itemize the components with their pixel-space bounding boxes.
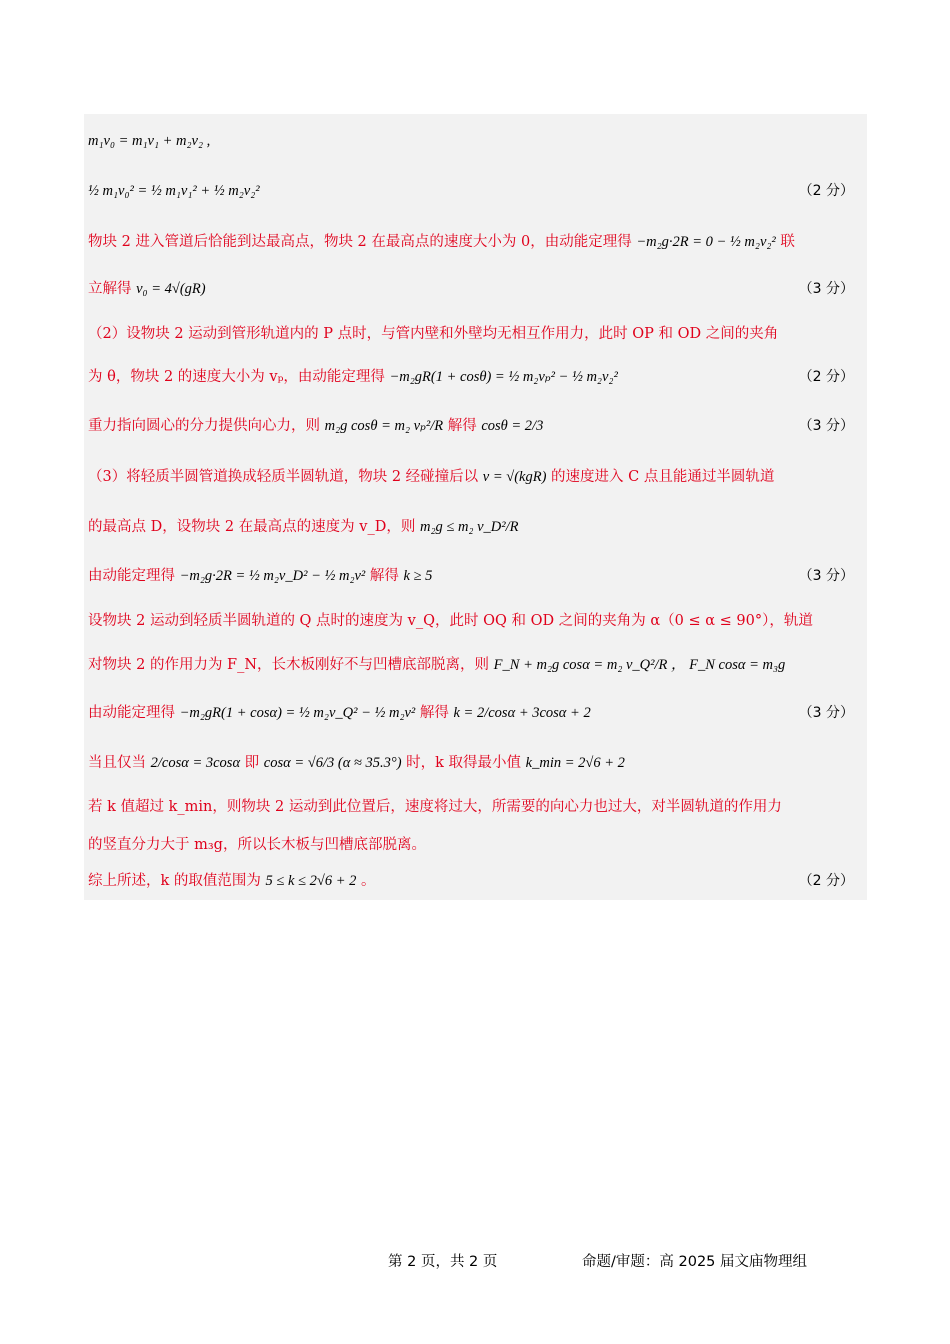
seg-formula: ½ m₁v₀² = ½ m₁v₁² + ½ m₂v₂²: [88, 183, 260, 199]
solution-line: [88, 517, 862, 537]
seg-formula: cosθ = 2/3: [481, 418, 544, 434]
seg-formula: F_N + m₂g cosα = m₂ v_Q²/R ， F_N cosα = m₃g: [493, 657, 786, 673]
seg-text: 综上所述，k 的取值范围为: [88, 873, 261, 889]
solution-line: [88, 566, 862, 586]
score-label: （3 分）: [798, 281, 854, 297]
solution-line: [88, 703, 862, 723]
seg-text: 由动能定理得: [88, 705, 175, 721]
solution-line: [88, 797, 862, 817]
solution-line: [88, 324, 862, 344]
seg-text: 联: [780, 234, 795, 250]
seg-formula: k ≥ 5: [403, 568, 433, 584]
seg-text: 对物块 2 的作用力为 F_N，长木板刚好不与凹槽底部脱离，则: [88, 657, 490, 673]
seg-formula: m₂g cosθ = m₂ vₚ²/R: [324, 418, 444, 434]
seg-formula: 2/cosα = 3cosα: [150, 755, 241, 771]
score-label: （2 分）: [798, 183, 854, 199]
score-label: （3 分）: [798, 418, 854, 434]
seg-text: 重力指向圆心的分力提供向心力，则: [88, 418, 320, 434]
solution-line: [88, 416, 862, 436]
seg-formula: v₀ = 4√(gR): [136, 281, 206, 297]
seg-formula: −m₂g·2R = 0 − ½ m₂v₂²: [636, 234, 776, 250]
solution-line: [88, 753, 862, 773]
score-label: （3 分）: [798, 705, 854, 721]
seg-formula: −m₂g·2R = ½ m₂v_D² − ½ m₂v²: [179, 568, 366, 584]
seg-text: 。: [360, 873, 376, 889]
author-credit: 命题/审题：高 2025 届文庙物理组: [582, 1254, 808, 1270]
solution-line: [88, 871, 862, 891]
seg-formula: m₂g ≤ m₂ v_D²/R: [419, 519, 519, 535]
solution-line: [88, 611, 862, 631]
seg-text: 解得: [419, 705, 449, 721]
seg-text: （3）将轻质半圆管道换成轻质半圆轨道，物块 2 经碰撞后以: [88, 469, 479, 485]
seg-text: 的最高点 D，设物块 2 在最高点的速度为 v_D，则: [88, 519, 416, 535]
solution-line: [88, 367, 862, 387]
seg-text: 即: [244, 755, 260, 771]
seg-formula: v = √(kgR): [482, 469, 547, 485]
seg-text: 为 θ，物块 2 的速度大小为 vₚ，由动能定理得: [88, 369, 385, 385]
solution-line: [88, 467, 862, 487]
page-number: 第 2 页，共 2 页: [388, 1254, 498, 1270]
seg-formula: −m₂gR(1 + cosθ) = ½ m₂vₚ² − ½ m₂v₂²: [389, 369, 618, 385]
seg-formula: k = 2/cosα + 3cosα + 2: [453, 705, 591, 721]
solution-line: [88, 131, 862, 151]
solution-line: [88, 655, 862, 675]
seg-formula: −m₂gR(1 + cosα) = ½ m₂v_Q² − ½ m₂v²: [179, 705, 416, 721]
seg-text: 当且仅当: [88, 755, 146, 771]
seg-text: 时，k 取得最小值: [406, 755, 522, 771]
seg-text: 立解得: [88, 281, 132, 297]
seg-formula: 5 ≤ k ≤ 2√6 + 2: [265, 873, 357, 889]
seg-text: 解得: [369, 568, 399, 584]
seg-text: 设物块 2 运动到轻质半圆轨道的 Q 点时的速度为 v_Q，此时 OQ 和 OD 之间的夹角为 α（0 ≤ α ≤ 90°），轨道: [88, 613, 813, 629]
solution-line: [88, 232, 862, 252]
seg-text: 物块 2 进入管道后恰能到达最高点，物块 2 在最高点的速度大小为 0，由动能定理得: [88, 234, 632, 250]
seg-text: 若 k 值超过 k_min，则物块 2 运动到此位置后，速度将过大，所需要的向心力也过大，对半圆轨道的作用力: [88, 799, 782, 815]
solution-line: [88, 181, 862, 201]
seg-formula: cosα = √6/3 (α ≈ 35.3°): [263, 755, 402, 771]
seg-text: 的速度进入 C 点且能通过半圆轨道: [551, 469, 775, 485]
solution-line: [88, 835, 862, 855]
score-label: （3 分）: [798, 568, 854, 584]
score-label: （2 分）: [798, 873, 854, 889]
solution-line: [88, 279, 862, 299]
seg-text: 解得: [447, 418, 477, 434]
score-label: （2 分）: [798, 369, 854, 385]
seg-text: （2）设物块 2 运动到管形轨道内的 P 点时，与管内壁和外壁均无相互作用力，此时 OP 和 OD 之间的夹角: [88, 326, 779, 342]
seg-formula: m₁v₀ = m₁v₁ + m₂v₂ ,: [88, 133, 211, 149]
seg-text: 的竖直分力大于 m₃g，所以长木板与凹槽底部脱离。: [88, 837, 426, 853]
seg-formula: k_min = 2√6 + 2: [525, 755, 625, 771]
seg-text: 由动能定理得: [88, 568, 175, 584]
